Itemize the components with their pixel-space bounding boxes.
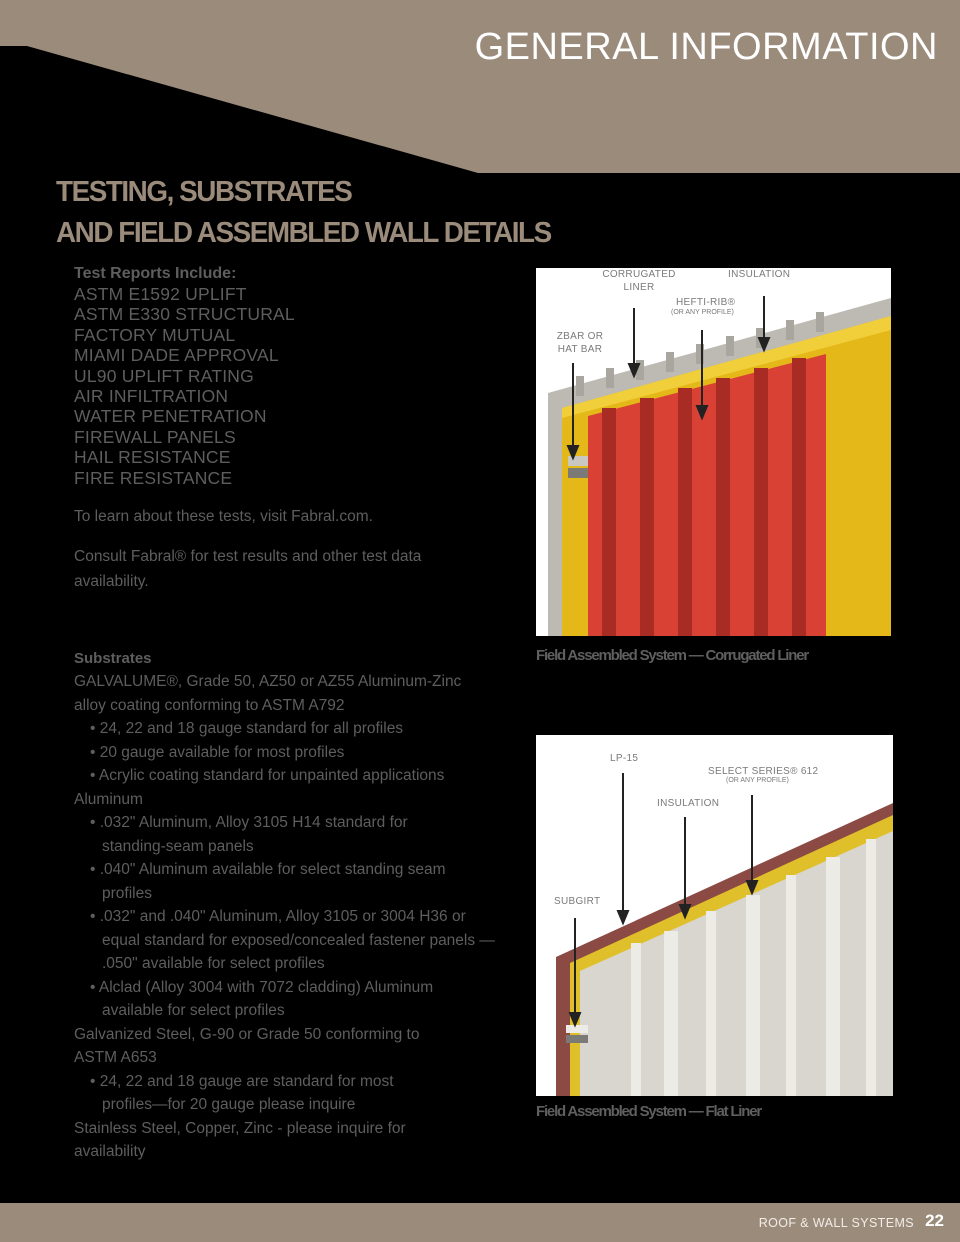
label-insulation: INSULATION — [657, 798, 720, 809]
aluminum-text: Aluminum — [74, 790, 143, 808]
label-corrugated-liner: CORRUGATED LINER — [602, 269, 676, 293]
substrates-section — [74, 648, 495, 1164]
list-item: • 24, 22 and 18 gauge are standard for most profiles—for 20 gauge please inquire — [74, 1070, 447, 1117]
label-hefti-rib: HEFTI-RIB® — [676, 297, 736, 308]
label-hefti-rib-note: (OR ANY PROFILE) — [671, 309, 734, 316]
list-item: AIR INFILTRATION — [74, 386, 229, 407]
list-item: • .032" and .040" Aluminum, Alloy 3105 or 3004 H36 or equal standard for exposed/concealed fastener panels — .050" available for select profiles — [74, 905, 497, 976]
test-reports-heading: Test Reports Include: — [74, 265, 237, 282]
list-item: ASTM E1592 UPLIFT — [74, 284, 247, 304]
list-item: FACTORY MUTUAL — [74, 324, 236, 345]
figure-caption-flat: Field Assembled System — Flat Liner — [536, 1103, 762, 1120]
list-item: UL90 UPLIFT RATING — [74, 365, 254, 386]
list-item: FIRE RESISTANCE — [74, 467, 233, 488]
footer-label: ROOF & WALL SYSTEMS — [758, 1216, 914, 1230]
label-insulation: INSULATION — [728, 269, 791, 280]
substrates-heading: Substrates — [74, 650, 152, 667]
galvanized-text: Galvanized Steel, G-90 or Grade 50 conforming to ASTM A653 — [74, 1025, 420, 1066]
corrugated-liner-illustration — [536, 268, 891, 636]
label-select-series-note: (OR ANY PROFILE) — [726, 777, 789, 784]
list-item: • Alclad (Alloy 3004 with 7072 cladding) Aluminum available for select profiles — [74, 976, 487, 1023]
list-item: WATER PENETRATION — [74, 406, 267, 427]
label-lp15: LP-15 — [610, 753, 639, 764]
page-header-title: GENERAL INFORMATION — [474, 26, 938, 68]
list-item: HAIL RESISTANCE — [74, 447, 231, 468]
page-footer — [0, 1203, 960, 1242]
page-number: 22 — [925, 1211, 944, 1230]
test-reports-list — [74, 284, 494, 488]
list-item: MIAMI DADE APPROVAL — [74, 345, 279, 366]
section-title — [56, 172, 551, 254]
flat-liner-illustration — [536, 735, 893, 1096]
test-reports-section — [74, 264, 494, 594]
learn-more-text: To learn about these tests, visit Fabral.com. — [74, 508, 373, 526]
list-item: • 24, 22 and 18 gauge standard for all profiles — [74, 717, 484, 741]
section-title-line2: AND FIELD ASSEMBLED WALL DETAILS — [56, 217, 551, 249]
label-subgirt: SUBGIRT — [554, 896, 601, 907]
consult-text: Consult Fabral® for test results and other test data availability. — [74, 548, 422, 591]
list-item: • 20 gauge available for most profiles — [74, 741, 484, 765]
label-select-series: SELECT SERIES® 612 — [708, 766, 819, 777]
other-metals-text: Stainless Steel, Copper, Zinc - please inquire for availability — [74, 1119, 406, 1160]
figure-caption-corrugated: Field Assembled System — Corrugated Liner — [536, 647, 808, 664]
label-zbar: ZBAR OR HAT BAR — [556, 331, 604, 355]
list-item: • .040" Aluminum available for select standing seam profiles — [74, 858, 487, 905]
list-item: FIREWALL PANELS — [74, 426, 236, 447]
list-item: • .032" Aluminum, Alloy 3105 H14 standard for standing-seam panels — [74, 811, 452, 858]
galvalume-text: GALVALUME®, Grade 50, AZ50 or AZ55 Aluminum-Zinc alloy coating conforming to ASTM A792 — [74, 673, 462, 714]
section-title-line1: TESTING, SUBSTRATES — [56, 176, 352, 208]
list-item: • Acrylic coating standard for unpainted applications — [74, 764, 484, 788]
figure-corrugated-liner — [536, 268, 891, 636]
list-item: ASTM E330 STRUCTURAL — [74, 304, 295, 325]
figure-flat-liner — [536, 735, 893, 1096]
